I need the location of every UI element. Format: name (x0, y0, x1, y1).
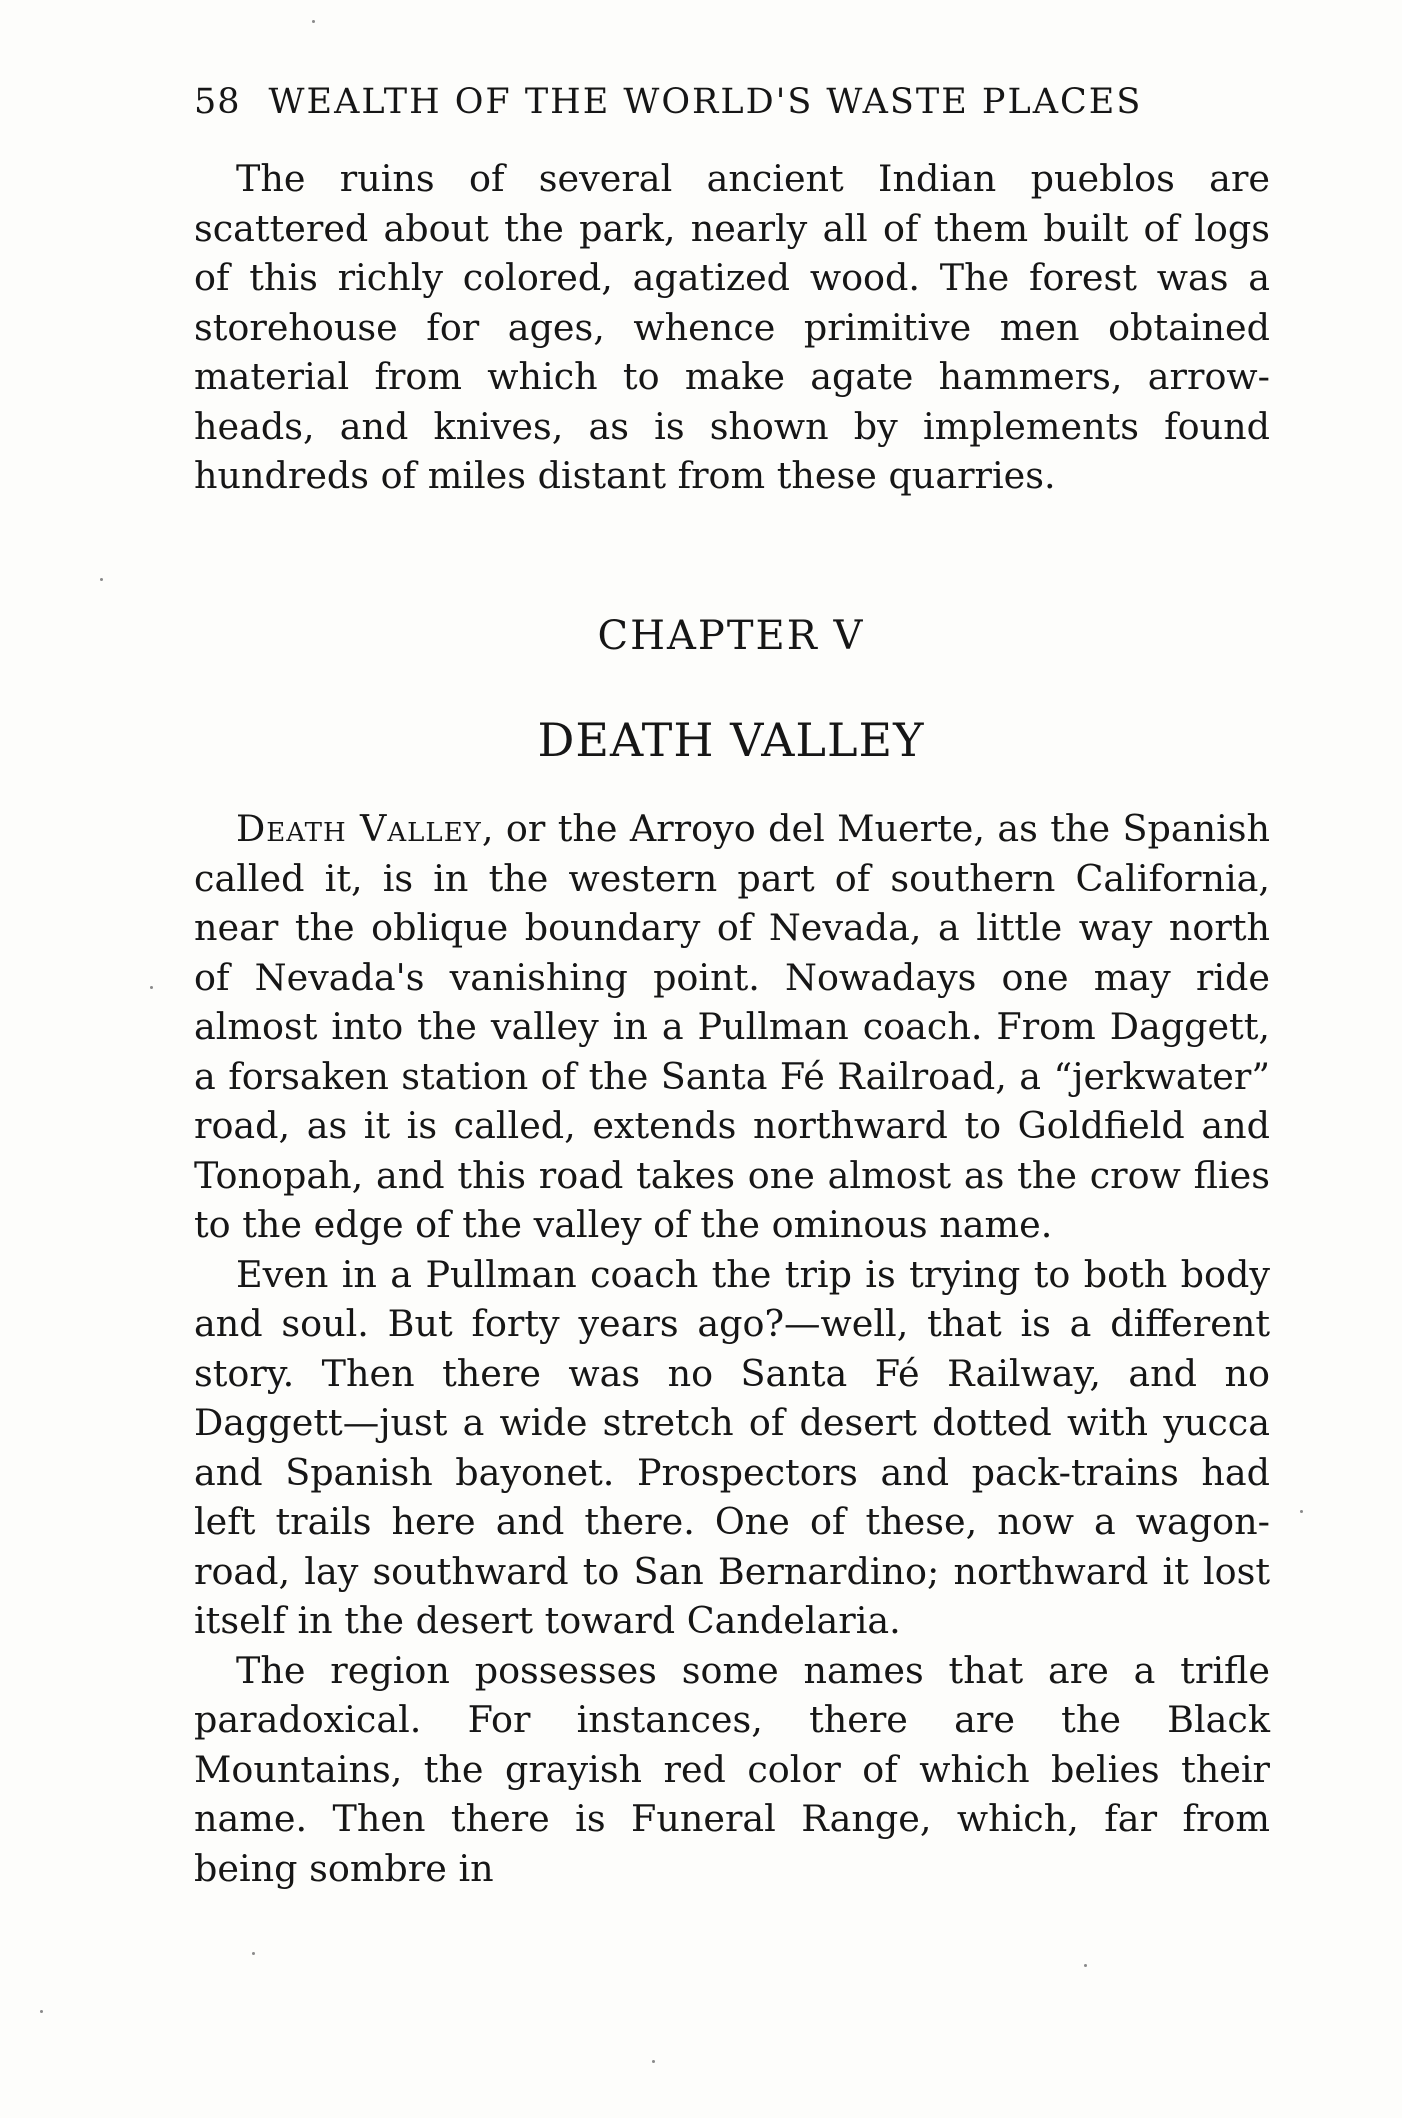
paper-speck (1300, 1510, 1303, 1513)
opening-words: Death Valley (236, 807, 482, 850)
continued-text-block (194, 154, 1270, 501)
opening-text: , or the Arroyo del Muerte, as the Spanish called it, is in the western part of southern California, near the oblique boundary of Nevada, a little way north of Nevada's vanishing point. Nowadays one may ride almost into the valley in a Pullman coach. From Daggett, a forsaken station of the Santa Fé Railroad, a “jerkwater” road, as it is called, extends northward to Goldfield and Tonopah, and this road takes one almost as the crow flies to the edge of the valley of the ominous name. (194, 807, 1271, 1246)
running-title: WEALTH OF THE WORLD'S WASTE PLACES (268, 82, 1143, 122)
paper-speck (150, 986, 153, 989)
paragraph: Even in a Pullman coach the trip is trying to both body and soul. But forty years ago?—well, that is a different story. Then there was no Santa Fé Railway, and no Daggett—just a wide stretch of desert dotted with yucca and Spanish bayonet. Prospectors and pack-trains had left trails here and there. One of these, now a wagon-road, lay southward to San Bernardino; northward it lost itself in the desert toward Candelaria. (194, 1252, 1270, 1642)
paper-speck (652, 2060, 655, 2063)
paper-speck (252, 1952, 255, 1955)
running-head (194, 82, 1194, 122)
page-number: 58 (194, 82, 241, 122)
paper-speck (1084, 1964, 1087, 1967)
chapter-body (194, 804, 1270, 1893)
chapter-title: DEATH VALLEY (537, 713, 925, 767)
chapter-number: CHAPTER V (597, 613, 865, 659)
paper-speck (312, 20, 315, 23)
paragraph: The region possesses some names that are a trifle paradoxical. For instances, there are the Black Mountains, the grayish red color of which belies their name. Then there is Funeral Range, which, far from being sombre in (194, 1648, 1270, 1890)
paper-speck (40, 2010, 43, 2013)
paper-speck (100, 578, 103, 581)
paragraph-opening (194, 804, 1270, 1250)
continued-paragraph: The ruins of several ancient Indian pueblos are scattered about the park, nearly all of them built of logs of this richly colored, agatized wood. The forest was a storehouse for ages, whence primitive men obtained material from which to make agate hammers, arrow-heads, and knives, as is shown by implements found hundreds of miles distant from these quarries. (194, 157, 1270, 497)
